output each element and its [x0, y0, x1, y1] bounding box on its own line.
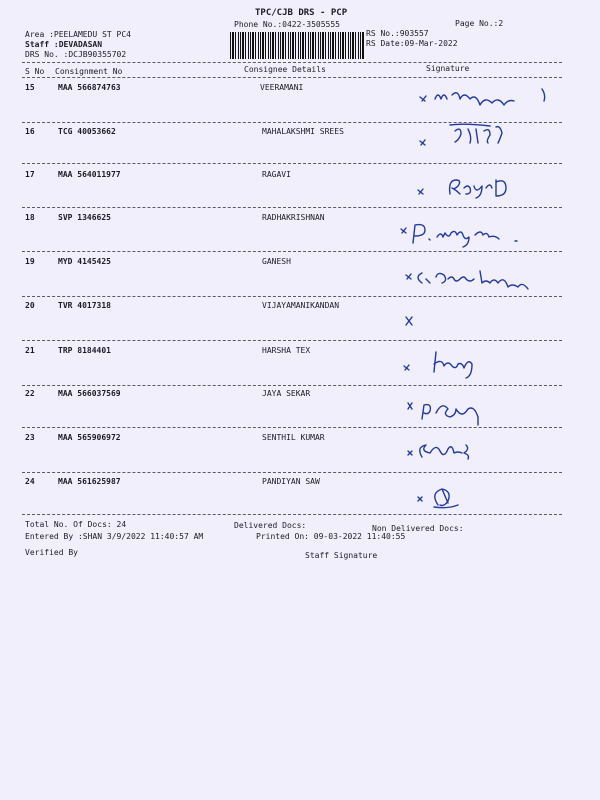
signature-scribble [395, 217, 555, 251]
table-row [0, 346, 600, 390]
col-sno: S No [25, 67, 45, 76]
row-consignee: PANDIYAN SAW [262, 477, 320, 486]
row-consignee: GANESH [262, 257, 291, 266]
row-consignee: JAYA SEKAR [262, 389, 311, 398]
signature-scribble [402, 437, 502, 465]
row-consignment: MAA 565906972 [58, 433, 121, 442]
row-consignee: VEERAMANI [260, 83, 304, 92]
row-divider [22, 163, 562, 164]
signature-scribble [398, 346, 508, 382]
staff-label: Staff :DEVADASAN [25, 40, 103, 49]
col-signature: Signature [426, 64, 470, 73]
printed-on: Printed On: 09-03-2022 11:40:55 [256, 532, 406, 541]
row-divider [22, 427, 562, 428]
row-consignment: MAA 561625987 [58, 477, 121, 486]
delivered-docs: Delivered Docs: [234, 521, 307, 530]
row-sno: 17 [25, 170, 35, 179]
row-consignment: MAA 564011977 [58, 170, 121, 179]
header-divider [22, 62, 562, 63]
page-number: Page No.:2 [455, 19, 504, 28]
row-sno: 16 [25, 127, 35, 136]
col-consignment: Consignment No [55, 67, 123, 76]
rs-number: RS No.:903557 [366, 29, 429, 38]
signature-scribble [410, 172, 530, 202]
phone-number: Phone No.:0422-3505555 [234, 20, 340, 29]
non-delivered-docs: Non Delivered Docs: [372, 524, 464, 533]
signature-scribble [402, 395, 512, 427]
table-row [0, 301, 600, 345]
row-divider [22, 472, 562, 473]
table-row [0, 257, 600, 301]
row-divider [22, 340, 562, 341]
verified-by: Verified By [25, 548, 78, 557]
row-sno: 19 [25, 257, 35, 266]
row-sno: 24 [25, 477, 35, 486]
row-consignment: MAA 566037569 [58, 389, 121, 398]
signature-scribble [410, 83, 560, 109]
row-consignee: MAHALAKSHMI SREES [262, 127, 344, 136]
row-divider [22, 385, 562, 386]
total-docs: Total No. Of Docs: 24 [25, 520, 127, 529]
row-consignment: TRP 8184401 [58, 346, 111, 355]
document-title: TPC/CJB DRS - PCP [255, 8, 348, 18]
row-divider [22, 251, 562, 252]
row-sno: 22 [25, 389, 35, 398]
row-sno: 18 [25, 213, 35, 222]
row-sno: 15 [25, 83, 35, 92]
rs-date: RS Date:09-Mar-2022 [366, 39, 458, 48]
row-sno: 20 [25, 301, 35, 310]
entered-by: Entered By :SHAN 3/9/2022 11:40:57 AM [25, 532, 204, 541]
drs-number: DRS No. :DCJB90355702 [25, 50, 127, 59]
row-divider [22, 207, 562, 208]
row-consignee: HARSHA TEX [262, 346, 311, 355]
signature-scribble [412, 481, 482, 515]
signature-scribble [400, 311, 430, 333]
row-consignee: VIJAYAMANIKANDAN [262, 301, 340, 310]
row-consignment: MYD 4145425 [58, 257, 111, 266]
table-row [0, 127, 600, 171]
row-consignment: TCG 40053662 [58, 127, 116, 136]
row-consignee: RAGAVI [262, 170, 291, 179]
row-consignee: SENTHIL KUMAR [262, 433, 325, 442]
row-sno: 21 [25, 346, 35, 355]
signature-scribble [400, 261, 560, 291]
table-row [0, 433, 600, 477]
row-divider [22, 296, 562, 297]
barcode [230, 32, 365, 59]
signature-scribble [410, 119, 560, 151]
staff-signature: Staff Signature [305, 551, 378, 560]
col-consignee: Consignee Details [244, 65, 326, 74]
row-consignment: TVR 4017318 [58, 301, 111, 310]
row-consignment: MAA 566874763 [58, 83, 121, 92]
columns-divider [22, 77, 562, 78]
area-label: Area :PEELAMEDU ST PC4 [25, 30, 131, 39]
row-consignment: SVP 1346625 [58, 213, 111, 222]
row-sno: 23 [25, 433, 35, 442]
row-consignee: RADHAKRISHNAN [262, 213, 325, 222]
row-divider [22, 514, 562, 515]
